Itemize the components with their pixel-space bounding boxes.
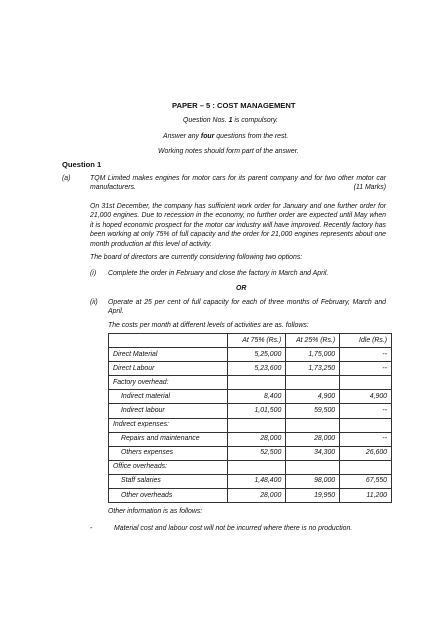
option-2-text: Operate at 25 per cent of full capacity for each of three months of February, March and April. bbox=[108, 299, 386, 316]
cell-idle: 4,900 bbox=[340, 390, 392, 404]
row-label: Indirect labour bbox=[109, 404, 228, 418]
costs-intro: The costs per month at different levels of activities are as. follows: bbox=[108, 322, 309, 329]
row-label: Office overheads: bbox=[109, 460, 228, 474]
other-info-heading: Other information is as follows: bbox=[108, 508, 203, 515]
cost-table bbox=[108, 333, 392, 503]
cell-idle bbox=[340, 376, 392, 390]
cell-at-25: 98,000 bbox=[286, 474, 340, 488]
instr-2-post: questions from the rest. bbox=[214, 133, 289, 140]
paragraph-order-details: On 31st December, the company has sufficient work order for January and one further order for 21,000 engines. Due to recession in the economy, no further order are expected until May when it is hoped economic prospect for the motor car industry will have improved. Recently factory has been working at only 75% of full capacity and the order for 21,000 engines represents about one month production at this level of activity. bbox=[90, 203, 386, 248]
cell-idle: 11,200 bbox=[340, 489, 392, 503]
header-idle: Idle (Rs.) bbox=[340, 334, 392, 348]
header-blank bbox=[109, 334, 228, 348]
row-label: Staff salaries bbox=[109, 474, 228, 488]
cell-idle: 26,600 bbox=[340, 446, 392, 460]
paragraph-options-intro: The board of directors are currently considering following two options: bbox=[90, 254, 303, 261]
instr-1-num: 1 bbox=[228, 117, 233, 124]
cell-at-75: 8,400 bbox=[228, 390, 286, 404]
cell-at-25: 1,75,000 bbox=[286, 348, 340, 362]
option-2-label: (ii) bbox=[90, 299, 98, 306]
table-row bbox=[109, 348, 392, 362]
cell-at-75 bbox=[228, 376, 286, 390]
cell-idle: -- bbox=[340, 432, 392, 446]
cell-at-75: 1,48,400 bbox=[228, 474, 286, 488]
table-row bbox=[109, 446, 392, 460]
row-label: Indirect expenses: bbox=[109, 418, 228, 432]
row-label: Factory overhead: bbox=[109, 376, 228, 390]
table-row bbox=[109, 432, 392, 446]
instruction-compulsory bbox=[183, 116, 278, 125]
cell-at-25: 28,000 bbox=[286, 432, 340, 446]
bullet-marker: - bbox=[90, 525, 93, 532]
table-row bbox=[109, 376, 392, 390]
marks: (11 Marks) bbox=[353, 184, 386, 192]
header-at-75: At 75% (Rs.) bbox=[228, 334, 286, 348]
paper-title: PAPER – 5 : COST MANAGEMENT bbox=[172, 101, 296, 110]
table-row bbox=[109, 460, 392, 474]
or-label: OR bbox=[236, 285, 247, 292]
instr-1-post: is compulsory. bbox=[232, 117, 278, 124]
option-1-text: Complete the order in February and close the factory in March and April. bbox=[108, 270, 329, 277]
cell-at-75: 52,500 bbox=[228, 446, 286, 460]
cell-at-75: 28,000 bbox=[228, 489, 286, 503]
cost-table-body bbox=[109, 348, 392, 503]
instr-1-pre: Question Nos. bbox=[183, 117, 229, 124]
cell-idle: -- bbox=[340, 404, 392, 418]
option-1-label: (i) bbox=[90, 270, 97, 277]
row-label: Direct Labour bbox=[109, 362, 228, 376]
cell-idle: 67,550 bbox=[340, 474, 392, 488]
cell-at-75: 28,000 bbox=[228, 432, 286, 446]
cell-idle bbox=[340, 418, 392, 432]
cell-idle: -- bbox=[340, 362, 392, 376]
cell-at-75: 5,25,000 bbox=[228, 348, 286, 362]
table-row bbox=[109, 474, 392, 488]
cell-at-75 bbox=[228, 418, 286, 432]
cell-at-25 bbox=[286, 460, 340, 474]
instruction-answer-four bbox=[163, 132, 288, 141]
cell-at-25 bbox=[286, 376, 340, 390]
row-label: Others expenses bbox=[109, 446, 228, 460]
cell-at-25: 34,300 bbox=[286, 446, 340, 460]
header-at-25: At 25% (Rs.) bbox=[286, 334, 340, 348]
bullet-material-labour: Material cost and labour cost will not be incurred where there is no production. bbox=[114, 525, 353, 532]
part-a-body: TQM Limited makes engines for motor cars for its parent company and for two other motor car manufacturers. bbox=[90, 175, 386, 192]
cell-at-75: 1,01,500 bbox=[228, 404, 286, 418]
cell-idle bbox=[340, 460, 392, 474]
table-row bbox=[109, 404, 392, 418]
table-row bbox=[109, 418, 392, 432]
cell-at-75 bbox=[228, 460, 286, 474]
cell-at-25: 1,73,250 bbox=[286, 362, 340, 376]
table-row bbox=[109, 390, 392, 404]
table-row bbox=[109, 489, 392, 503]
cell-at-25: 19,950 bbox=[286, 489, 340, 503]
cell-at-25: 59,500 bbox=[286, 404, 340, 418]
row-label: Repairs and maintenance bbox=[109, 432, 228, 446]
cell-at-25 bbox=[286, 418, 340, 432]
part-a-text bbox=[90, 174, 386, 193]
cell-idle: -- bbox=[340, 348, 392, 362]
cell-at-75: 5,23,600 bbox=[228, 362, 286, 376]
row-label: Indirect material bbox=[109, 390, 228, 404]
table-header-row bbox=[109, 334, 392, 348]
question-heading: Question 1 bbox=[62, 160, 102, 169]
cell-at-25: 4,900 bbox=[286, 390, 340, 404]
instruction-working-notes: Working notes should form part of the answer. bbox=[158, 148, 299, 155]
part-a-label: (a) bbox=[62, 175, 71, 182]
instr-2-bold: four bbox=[200, 133, 215, 140]
row-label: Other overheads bbox=[109, 489, 228, 503]
instr-2-pre: Answer any bbox=[163, 133, 201, 140]
table-row bbox=[109, 362, 392, 376]
row-label: Direct Material bbox=[109, 348, 228, 362]
